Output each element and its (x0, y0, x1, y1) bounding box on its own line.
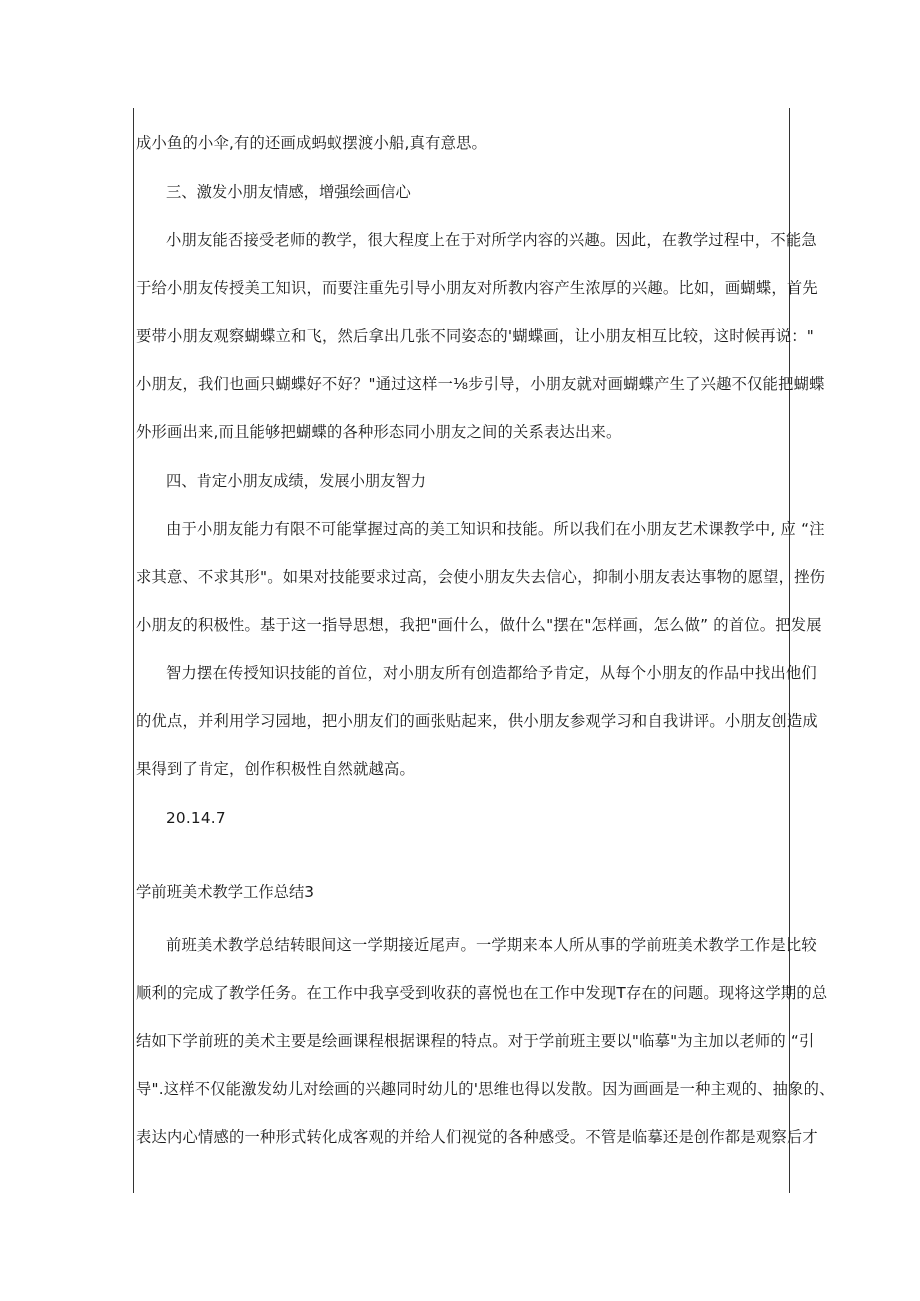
paragraph-line: 于给小朋友传授美工知识，而要注重先引导小朋友对所教内容产生浓厚的兴趣。比如，画蝴蝶，首先 (136, 279, 818, 297)
section-heading: 三、激发小朋友情感，增强绘画信心 (166, 183, 411, 201)
paragraph-line: 表达内心情感的一种形式转化成客观的并给人们视觉的各种感受。不管是临摹还是创作都是观察后才 (136, 1128, 818, 1146)
paragraph-line: 果得到了肯定，创作积极性自然就越高。 (136, 760, 415, 778)
paragraph-line: 前班美术教学总结转眼间这一学期接近尾声。一学期来本人所从事的学前班美术教学工作是比较 (166, 936, 817, 954)
paragraph-line: 的优点，并利用学习园地，把小朋友们的画张贴起来，供小朋友参观学习和自我讲评。小朋友创造成 (136, 712, 818, 730)
date-text: 20.14.7 (166, 809, 226, 827)
paragraph-line: 顺利的完成了教学任务。在工作中我享受到收获的喜悦也在工作中发现T存在的问题。现将这学期的总 (136, 984, 828, 1002)
paragraph-line: 小朋友，我们也画只蝴蝶好不好？"通过这样一⅛步引导，小朋友就对画蝴蝶产生了兴趣不仅能把蝴蝶 (136, 375, 825, 393)
paragraph-line: 由于小朋友能力有限不可能掌握过高的美工知识和技能。所以我们在小朋友艺术课教学中, 应 “注 (166, 520, 825, 538)
paragraph-line: 小朋友能否接受老师的教学，很大程度上在于对所学内容的兴趣。因此，在教学过程中，不能急 (166, 231, 817, 249)
paragraph-line: 结如下学前班的美术主要是绘画课程根据课程的特点。对于学前班主要以"临摹"为主加以老师的 “引 (136, 1032, 815, 1050)
paragraph-line: 外形画出来,而且能够把蝴蝶的各种形态同小朋友之间的关系表达出来。 (136, 423, 622, 441)
document-title: 学前班美术教学工作总结3 (136, 883, 314, 901)
paragraph-line: 成小鱼的小伞,有的还画成蚂蚁摆渡小船,真有意思。 (136, 134, 488, 152)
paragraph-line: 智力摆在传授知识技能的首位，对小朋友所有创造都给予肯定，从每个小朋友的作品中找出他们 (166, 664, 817, 682)
paragraph-line: 小朋友的积极性。基于这一指导思想，我把"画什么，做什么"摆在"怎样画，怎么做” 的首位。把发展 (136, 616, 822, 634)
section-heading: 四、肯定小朋友成绩，发展小朋友智力 (166, 472, 427, 490)
paragraph-line: 导".这样不仅能激发幼儿对绘画的兴趣同时幼儿的'思维也得以发散。因为画画是一种主观的、抽象的、 (136, 1080, 835, 1098)
paragraph-line: 求其意、不求其形"。如果对技能要求过高，会使小朋友失去信心，抑制小朋友表达事物的愿望，挫伤 (136, 568, 826, 586)
paragraph-line: 要带小朋友观察蝴蝶立和飞，然后拿出几张不同姿态的'蝴蝶画，让小朋友相互比较，这时候再说：" (136, 327, 815, 345)
